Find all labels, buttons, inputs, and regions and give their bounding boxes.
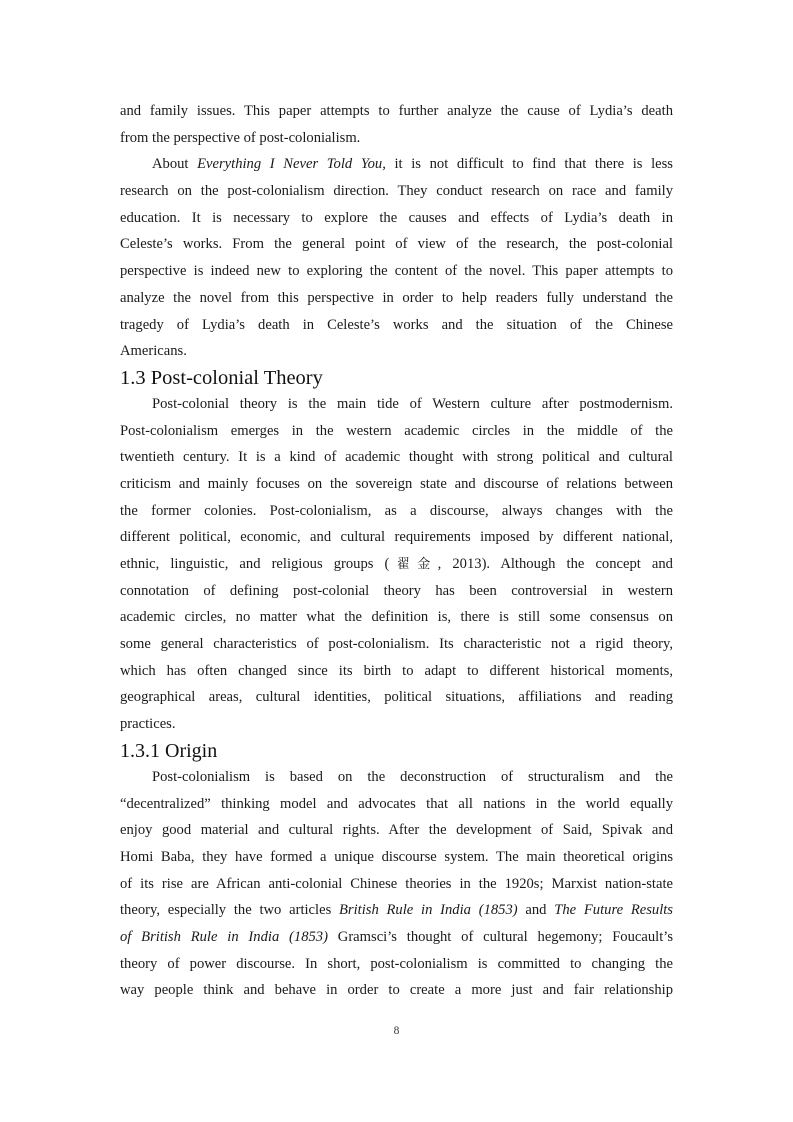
text-line: perspective is indeed new to exploring the content of the novel. This paper attempts to <box>120 263 673 280</box>
paragraph-4 <box>120 764 673 1004</box>
text-line: different political, economic, and cultural requirements imposed by different national, <box>120 529 673 546</box>
citation-author: 翟金 <box>389 557 438 572</box>
text-line: which has often changed since its birth to adapt to different historical moments, <box>120 662 673 679</box>
text-line: Americans. <box>120 343 187 360</box>
text-fragment: ethnic, linguistic, and religious groups ( <box>120 556 390 572</box>
text-line: Homi Baba, they have formed a unique discourse system. The main theoretical origins <box>120 848 673 865</box>
text-line: practices. <box>120 716 176 733</box>
article-title: of British Rule in India (1853) <box>120 928 328 945</box>
article-title: The Future Results <box>554 902 673 919</box>
text-fragment: Gramsci’s thought of cultural hegemony; Foucault’s <box>327 928 673 945</box>
text-line: of its rise are African anti-colonial Chinese theories in the 1920s; Marxist nation-state <box>120 875 673 892</box>
body-text <box>120 98 673 1004</box>
paragraph-2 <box>120 151 673 365</box>
text-line: Celeste’s works. From the general point of view of the research, the post-colonial <box>120 236 673 253</box>
paragraph-1 <box>120 98 673 151</box>
subsection-heading: 1.3.1 Origin <box>120 739 218 762</box>
text-line: analyze the novel from this perspective in order to help readers fully understand the <box>120 289 673 306</box>
article-title: British Rule in India (1853) <box>339 902 518 919</box>
text-line: education. It is necessary to explore the causes and effects of Lydia’s death in <box>120 209 673 226</box>
text-fragment: , 2013). Although the concept and <box>437 556 673 572</box>
text-line: some general characteristics of post-colonialism. Its characteristic not a rigid theory, <box>120 636 673 653</box>
text-fragment: and <box>517 902 555 919</box>
paragraph-3 <box>120 391 673 738</box>
text-line: Post-colonialism emerges in the western academic circles in the middle of the <box>120 422 673 439</box>
text-line: geographical areas, cultural identities, political situations, affiliations and reading <box>120 689 673 706</box>
text-line: twentieth century. It is a kind of academic thought with strong political and cultural <box>120 449 673 466</box>
text-line: Post-colonial theory is the main tide of Western culture after postmodernism. <box>152 395 673 412</box>
text-line: theory of power discourse. In short, post-colonialism is committed to changing the <box>120 955 673 972</box>
page-number: 8 <box>393 1025 400 1037</box>
text-fragment: About <box>152 156 198 173</box>
text-line: and family issues. This paper attempts to further analyze the cause of Lydia’s death <box>120 103 673 119</box>
text-line: tragedy of Lydia’s death in Celeste’s works and the situation of the Chinese <box>120 316 673 333</box>
book-title: Everything I Never Told You, <box>197 156 386 173</box>
text-line: research on the post-colonialism direction. They conduct research on race and family <box>120 183 673 200</box>
text-line: “decentralized” thinking model and advocates that all nations in the world equally <box>120 795 673 812</box>
text-line: criticism and mainly focuses on the sovereign state and discourse of relations between <box>120 475 673 492</box>
text-line <box>120 897 673 924</box>
text-line: academic circles, no matter what the definition is, there is still some consensus on <box>120 609 673 626</box>
section-heading: 1.3 Post-colonial Theory <box>120 366 323 389</box>
text-line <box>120 151 673 178</box>
text-line: way people think and behave in order to create a more just and fair relationship <box>120 982 673 999</box>
text-line: from the perspective of post-colonialism. <box>120 129 361 146</box>
text-fragment: it is not difficult to find that there is less <box>385 156 673 173</box>
text-line: enjoy good material and cultural rights. After the development of Said, Spivak and <box>120 822 673 839</box>
text-line <box>120 924 673 951</box>
text-line <box>120 551 673 578</box>
text-fragment: theory, especially the two articles <box>120 902 340 919</box>
text-line: the former colonies. Post-colonialism, as a discourse, always changes with the <box>120 502 673 519</box>
text-line: connotation of defining post-colonial theory has been controversial in western <box>120 582 673 599</box>
text-line: Post-colonialism is based on the deconstruction of structuralism and the <box>152 768 673 785</box>
